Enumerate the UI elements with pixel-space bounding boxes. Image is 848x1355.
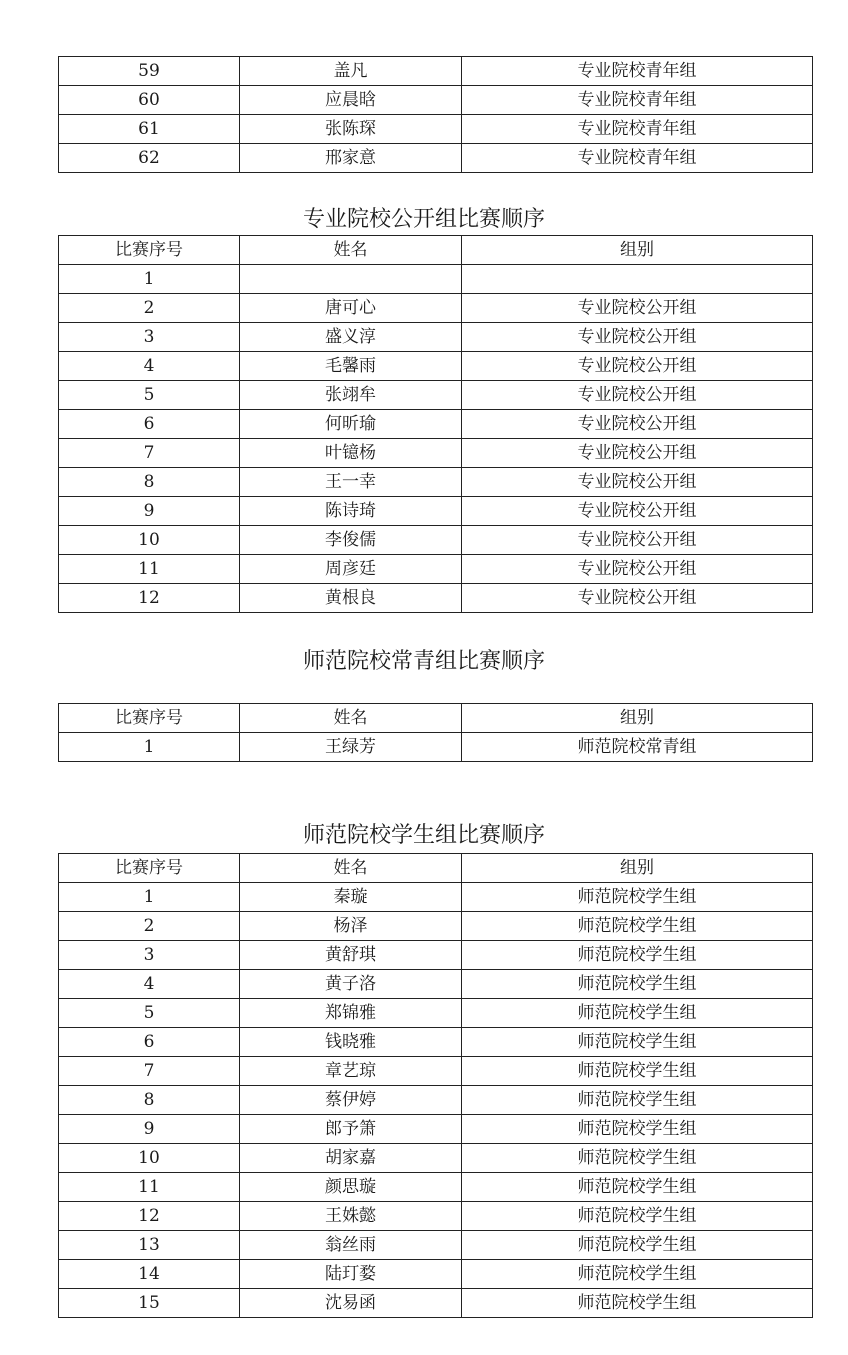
table-row — [59, 439, 813, 468]
name-cell: 蔡伊婷 — [240, 1086, 462, 1115]
name-cell: 李俊儒 — [240, 526, 462, 555]
table-row — [59, 323, 813, 352]
group-cell: 专业院校公开组 — [462, 497, 813, 526]
group-cell: 师范院校学生组 — [462, 999, 813, 1028]
name-cell: 叶镱杨 — [240, 439, 462, 468]
group-cell: 师范院校学生组 — [462, 1086, 813, 1115]
evergreen-group-heading: 师范院校常青组比赛顺序 — [302, 649, 545, 674]
order-number-cell: 1 — [59, 733, 240, 762]
order-number-cell: 5 — [59, 999, 240, 1028]
table-row — [59, 468, 813, 497]
youth-group-table-continued — [58, 56, 813, 173]
order-number-cell: 15 — [59, 1289, 240, 1318]
group-cell: 专业院校青年组 — [462, 86, 813, 115]
order-number-cell: 61 — [59, 115, 240, 144]
table-row — [59, 1231, 813, 1260]
evergreen-group-table — [58, 703, 813, 762]
table-row — [59, 381, 813, 410]
group-cell: 师范院校学生组 — [462, 1289, 813, 1318]
table-row — [59, 410, 813, 439]
group-cell: 师范院校学生组 — [462, 970, 813, 999]
order-number-cell: 12 — [59, 584, 240, 613]
column-header: 比赛序号 — [59, 704, 240, 733]
name-cell: 沈易函 — [240, 1289, 462, 1318]
order-number-cell: 13 — [59, 1231, 240, 1260]
group-cell: 专业院校公开组 — [462, 468, 813, 497]
order-number-cell: 6 — [59, 410, 240, 439]
table-row — [59, 941, 813, 970]
student-group-heading: 师范院校学生组比赛顺序 — [302, 823, 545, 848]
group-cell: 专业院校公开组 — [462, 323, 813, 352]
group-cell: 师范院校学生组 — [462, 1115, 813, 1144]
table-row — [59, 1057, 813, 1086]
group-cell — [462, 265, 813, 294]
column-header: 组别 — [462, 236, 813, 265]
table-header-row — [59, 704, 813, 733]
group-cell: 师范院校学生组 — [462, 1144, 813, 1173]
order-number-cell: 10 — [59, 526, 240, 555]
group-cell: 师范院校学生组 — [462, 1202, 813, 1231]
table-row — [59, 497, 813, 526]
order-number-cell: 3 — [59, 941, 240, 970]
group-cell: 师范院校学生组 — [462, 912, 813, 941]
column-header: 比赛序号 — [59, 236, 240, 265]
name-cell: 王姝懿 — [240, 1202, 462, 1231]
group-cell: 专业院校青年组 — [462, 57, 813, 86]
name-cell: 何昕瑜 — [240, 410, 462, 439]
table-row — [59, 1173, 813, 1202]
name-cell: 唐可心 — [240, 294, 462, 323]
column-header: 组别 — [462, 854, 813, 883]
column-header: 姓名 — [240, 236, 462, 265]
order-number-cell: 7 — [59, 1057, 240, 1086]
order-number-cell: 62 — [59, 144, 240, 173]
order-number-cell: 4 — [59, 970, 240, 999]
name-cell: 陈诗琦 — [240, 497, 462, 526]
table-row — [59, 1144, 813, 1173]
name-cell: 郑锦雅 — [240, 999, 462, 1028]
column-header: 姓名 — [240, 854, 462, 883]
name-cell: 张陈琛 — [240, 115, 462, 144]
order-number-cell: 1 — [59, 883, 240, 912]
table-row — [59, 883, 813, 912]
open-group-heading: 专业院校公开组比赛顺序 — [302, 207, 545, 232]
name-cell: 王绿芳 — [240, 733, 462, 762]
name-cell: 黄根良 — [240, 584, 462, 613]
table-row — [59, 115, 813, 144]
group-cell: 专业院校青年组 — [462, 144, 813, 173]
name-cell: 邢家意 — [240, 144, 462, 173]
table-row — [59, 999, 813, 1028]
name-cell: 毛馨雨 — [240, 352, 462, 381]
order-number-cell: 11 — [59, 555, 240, 584]
table-row — [59, 294, 813, 323]
order-number-cell: 1 — [59, 265, 240, 294]
table-row — [59, 144, 813, 173]
table-row — [59, 584, 813, 613]
table-row — [59, 526, 813, 555]
order-number-cell: 9 — [59, 497, 240, 526]
name-cell: 盛义淳 — [240, 323, 462, 352]
group-cell: 专业院校公开组 — [462, 526, 813, 555]
order-number-cell: 6 — [59, 1028, 240, 1057]
open-group-table — [58, 235, 813, 613]
name-cell: 郎予箫 — [240, 1115, 462, 1144]
group-cell: 师范院校学生组 — [462, 883, 813, 912]
name-cell: 黄子洛 — [240, 970, 462, 999]
group-cell: 专业院校公开组 — [462, 584, 813, 613]
name-cell: 钱晓雅 — [240, 1028, 462, 1057]
table-row — [59, 970, 813, 999]
name-cell: 陆玎婺 — [240, 1260, 462, 1289]
order-number-cell: 8 — [59, 468, 240, 497]
name-cell: 盖凡 — [240, 57, 462, 86]
name-cell: 秦璇 — [240, 883, 462, 912]
group-cell: 师范院校学生组 — [462, 941, 813, 970]
group-cell: 专业院校青年组 — [462, 115, 813, 144]
table-row — [59, 1260, 813, 1289]
name-cell: 周彦廷 — [240, 555, 462, 584]
group-cell: 专业院校公开组 — [462, 555, 813, 584]
table-row — [59, 1086, 813, 1115]
column-header: 比赛序号 — [59, 854, 240, 883]
name-cell: 章艺琼 — [240, 1057, 462, 1086]
name-cell: 翁丝雨 — [240, 1231, 462, 1260]
order-number-cell: 5 — [59, 381, 240, 410]
order-number-cell: 10 — [59, 1144, 240, 1173]
order-number-cell: 4 — [59, 352, 240, 381]
table-row — [59, 733, 813, 762]
order-number-cell: 60 — [59, 86, 240, 115]
order-number-cell: 3 — [59, 323, 240, 352]
group-cell: 专业院校公开组 — [462, 439, 813, 468]
order-number-cell: 2 — [59, 294, 240, 323]
order-number-cell: 2 — [59, 912, 240, 941]
name-cell: 张翊牟 — [240, 381, 462, 410]
name-cell: 应晨晗 — [240, 86, 462, 115]
order-number-cell: 59 — [59, 57, 240, 86]
group-cell: 专业院校公开组 — [462, 381, 813, 410]
order-number-cell: 8 — [59, 1086, 240, 1115]
table-row — [59, 86, 813, 115]
table-row — [59, 555, 813, 584]
table-row — [59, 352, 813, 381]
group-cell: 专业院校公开组 — [462, 352, 813, 381]
table-header-row — [59, 854, 813, 883]
group-cell: 师范院校学生组 — [462, 1057, 813, 1086]
group-cell: 专业院校公开组 — [462, 294, 813, 323]
table-row — [59, 1028, 813, 1057]
table-header-row — [59, 236, 813, 265]
student-group-table — [58, 853, 813, 1318]
order-number-cell: 14 — [59, 1260, 240, 1289]
table-row — [59, 912, 813, 941]
name-cell: 胡家嘉 — [240, 1144, 462, 1173]
group-cell: 师范院校常青组 — [462, 733, 813, 762]
order-number-cell: 9 — [59, 1115, 240, 1144]
group-cell: 师范院校学生组 — [462, 1231, 813, 1260]
name-cell: 王一幸 — [240, 468, 462, 497]
group-cell: 师范院校学生组 — [462, 1260, 813, 1289]
table-row — [59, 1115, 813, 1144]
column-header: 姓名 — [240, 704, 462, 733]
order-number-cell: 7 — [59, 439, 240, 468]
table-row — [59, 1202, 813, 1231]
table-row — [59, 265, 813, 294]
order-number-cell: 12 — [59, 1202, 240, 1231]
name-cell: 杨泽 — [240, 912, 462, 941]
name-cell: 颜思璇 — [240, 1173, 462, 1202]
group-cell: 师范院校学生组 — [462, 1028, 813, 1057]
order-number-cell: 11 — [59, 1173, 240, 1202]
group-cell: 师范院校学生组 — [462, 1173, 813, 1202]
name-cell: 黄舒琪 — [240, 941, 462, 970]
table-row — [59, 57, 813, 86]
column-header: 组别 — [462, 704, 813, 733]
name-cell — [240, 265, 462, 294]
table-row — [59, 1289, 813, 1318]
group-cell: 专业院校公开组 — [462, 410, 813, 439]
